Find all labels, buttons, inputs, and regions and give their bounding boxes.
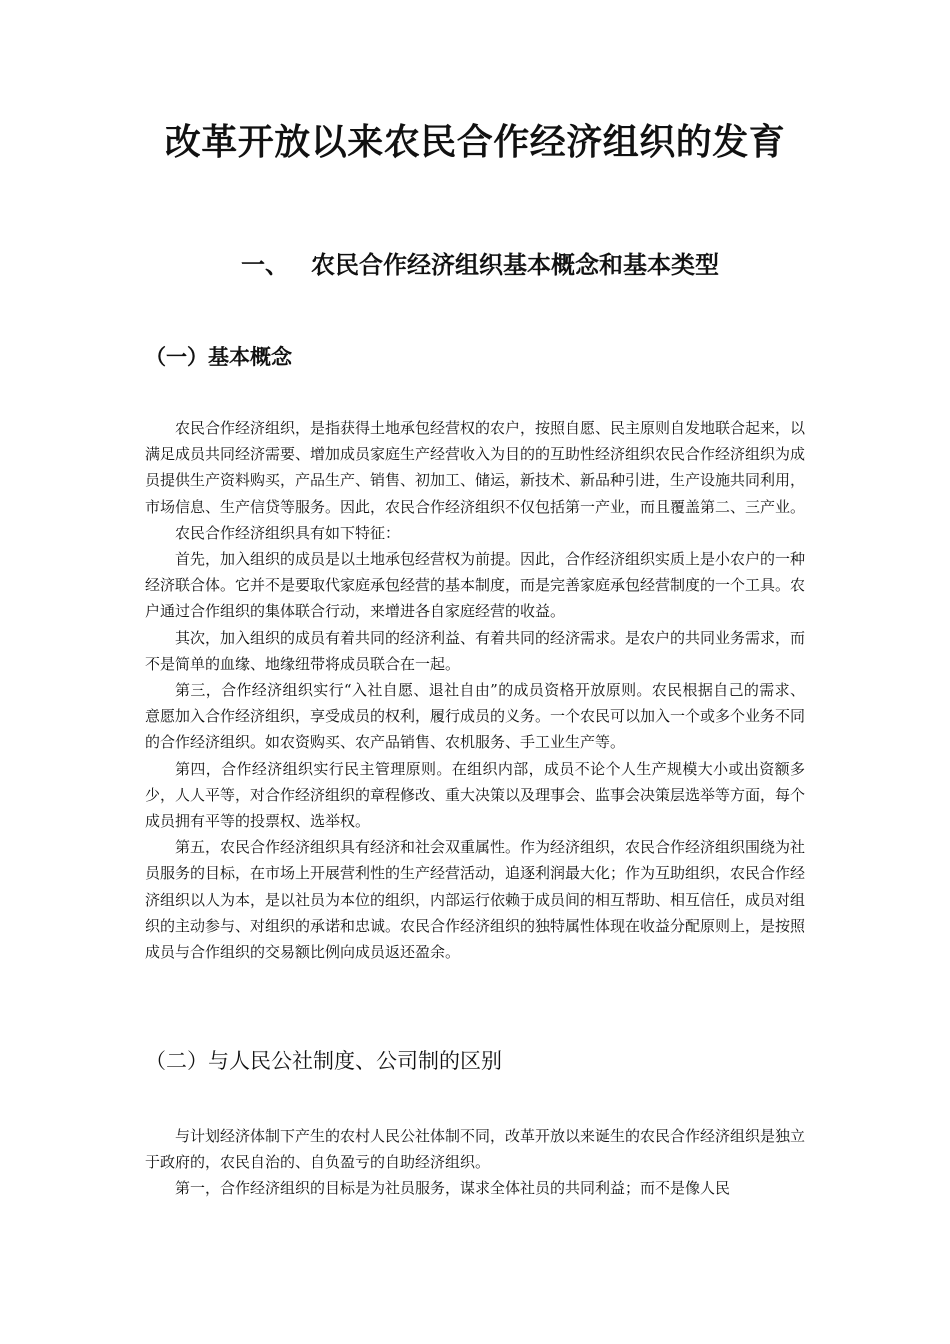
subsection-heading-basic-concept: （一）基本概念 [145,345,292,369]
section-heading [0,248,950,282]
paragraph: 与计划经济体制下产生的农村人民公社体制不同，改革开放以来诞生的农民合作经济组织是独立于政府的，农民自治的、自负盈亏的自助经济组织。 [145,1127,806,1172]
paragraph: 第五，农民合作经济组织具有经济和社会双重属性。作为经济组织，农民合作经济组织围绕为社员服务的目标，在市场上开展营利性的生产经营活动，追逐利润最大化；作为互助组织，农民合作经济组织以人为本，是以社员为本位的组织，内部运行依赖于成员间的相互帮助、相互信任，成员对组织的主动参与、对组织的承诺和忠诚。农民合作经济组织的独特属性体现在收益分配原则上，是按照成员与合作组织的交易额比例向成员返还盈余。 [145,838,806,962]
paragraph: 首先，加入组织的成员是以土地承包经营权为前提。因此，合作经济组织实质上是小农户的一种经济联合体。它并不是要取代家庭承包经营的基本制度，而是完善家庭承包经营制度的一个工具。农户通过合作组织的集体联合行动，来增进各自家庭经营的收益。 [145,550,806,621]
differences-body [145,1123,805,1202]
paragraph: 其次，加入组织的成员有着共同的经济利益、有着共同的经济需求。是农户的共同业务需求，而不是简单的血缘、地缘纽带将成员联合在一起。 [145,628,806,673]
paragraph: 第四，合作经济组织实行民主管理原则。在组织内部，成员不论个人生产规模大小或出资额多少，人人平等，对合作经济组织的章程修改、重大决策以及理事会、监事会决策层选举等方面，每个成员拥有平等的投票权、选举权。 [145,759,806,831]
subsection-heading-differences: （二）与人民公社制度、公司制的区别 [145,1049,502,1073]
document-title: 改革开放以来农民合作经济组织的发育 [164,122,786,163]
paragraph: 农民合作经济组织，是指获得土地承包经营权的农户，按照自愿、民主原则自发地联合起来，以满足成员共同经济需要、增加成员家庭生产经营收入为目的的互助性经济组织农民合作经济组织为成员提供生产资料购买，产品生产、销售、初加工、储运，新技术、新品种引进，生产设施共同利用，市场信息、生产信贷等服务。因此，农民合作经济组织不仅包括第一产业，而且覆盖第二、三产业。 [145,419,806,516]
paragraph: 农民合作经济组织具有如下特征： [175,523,401,542]
paragraph: 第一，合作经济组织的目标是为社员服务，谋求全体社员的共同利益；而不是像人民 [175,1179,731,1198]
section-number: 一、 [241,251,289,279]
paragraph: 第三，合作经济组织实行“入社自愿、退社自由”的成员资格开放原则。农民根据自己的需求、意愿加入合作经济组织，享受成员的权利，履行成员的义务。一个农民可以加入一个或多个业务不同的合作经济组织。如农资购买、农产品销售、农机服务、手工业生产等。 [145,681,806,752]
basic-concept-body [145,415,805,965]
section-title: 农民合作经济组织基本概念和基本类型 [311,251,719,279]
